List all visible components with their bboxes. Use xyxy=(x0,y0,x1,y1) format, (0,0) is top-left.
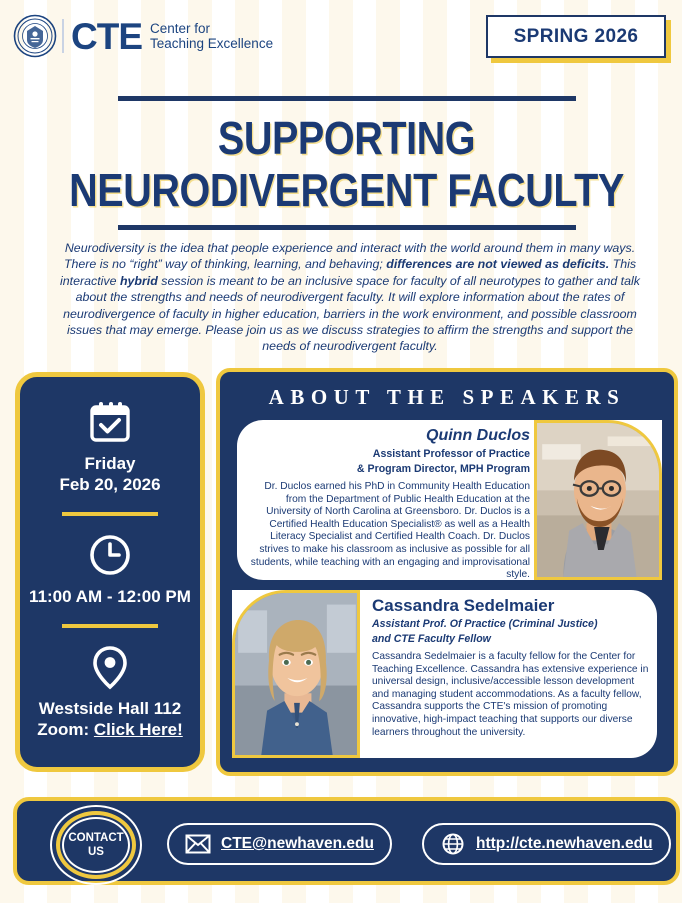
desc-part2: This interactive xyxy=(60,257,637,288)
speaker-photo-quinn-duclos xyxy=(537,423,659,577)
speaker-info xyxy=(232,420,534,580)
website-pill[interactable] xyxy=(422,823,671,865)
desc-part1: Neurodiversity is the idea that people experience and interact with the world around them in many ways. There is no “right” way of thinking, learning, and behaving; xyxy=(63,241,636,272)
speaker-bio: Dr. Duclos earned his PhD in Community Health Education from the Department of Public Health Education at the University of North Carolina at Greensboro. Dr. Duclos is a Certified Health Education Specialist® as well as a Health Literacy Specialist and Certified Health Coach. Dr. Duclos strives to make his classroom as inclusive as possible for all students, while teaching with an engaging and improvisational style. xyxy=(250,481,530,581)
event-time: 11:00 AM - 12:00 PM xyxy=(29,587,191,606)
cte-subtitle xyxy=(150,21,273,51)
email-address[interactable]: CTE@newhaven.edu xyxy=(221,835,374,852)
speaker-bio: Cassandra Sedelmaier is a faculty fellow for the Center for Teaching Excellence. Cassandra has extensive experience in universal design, inclusive/accessible lesson development and managing student accommodations. As a faculty fellow, Cassandra supports the CTE's mission of promoting innovative, high-impact teaching that supports our diverse learners throughout the university. xyxy=(372,651,649,738)
contact-footer xyxy=(13,797,680,885)
speaker-info xyxy=(360,590,662,758)
title-rule-bottom xyxy=(118,225,576,230)
event-zoom-link[interactable]: Click Here! xyxy=(93,720,183,739)
envelope-icon xyxy=(185,833,211,855)
cte-wordmark: CTE xyxy=(71,15,142,57)
term-badge xyxy=(486,15,666,58)
cte-logo xyxy=(13,14,273,58)
speaker-role-line1: Assistant Prof. Of Practice (Criminal Justice) xyxy=(372,618,598,630)
speaker-name: Cassandra Sedelmaier xyxy=(372,596,555,615)
page-title xyxy=(49,112,645,216)
contact-us-line1: CONTACT xyxy=(68,832,124,844)
title-rule-top xyxy=(118,96,576,101)
event-details-panel xyxy=(15,372,205,772)
globe-icon xyxy=(440,833,466,855)
speaker-card xyxy=(232,420,662,580)
speaker-role-line2: & Program Director, MPH Program xyxy=(356,463,530,475)
event-zoom-row xyxy=(37,719,182,740)
event-date-day: Friday xyxy=(84,454,136,473)
desc-bold1: differences are not viewed as deficits. xyxy=(386,257,610,272)
event-divider-2 xyxy=(62,624,158,628)
speaker-photo xyxy=(232,590,360,758)
event-date xyxy=(59,453,160,495)
cte-subtitle-line2: Teaching Excellence xyxy=(150,36,274,51)
speaker-role-line1: Assistant Professor of Practice xyxy=(372,448,530,460)
contact-us-line2: US xyxy=(88,846,104,858)
cte-subtitle-line1: Center for xyxy=(150,21,211,36)
speaker-name: Quinn Duclos xyxy=(426,427,530,444)
contact-us-label xyxy=(68,831,123,859)
logo-divider xyxy=(62,19,64,53)
event-location xyxy=(37,698,182,740)
speakers-heading: ABOUT THE SPEAKERS xyxy=(268,385,626,409)
university-seal-icon xyxy=(13,14,57,58)
location-pin-icon xyxy=(87,644,133,690)
website-url[interactable]: http://cte.newhaven.edu xyxy=(476,835,653,852)
email-pill[interactable] xyxy=(167,823,392,865)
event-date-full: Feb 20, 2026 xyxy=(59,475,161,494)
speaker-photo-cassandra-sedelmaier xyxy=(235,593,357,755)
speaker-card xyxy=(232,590,662,758)
session-description xyxy=(50,240,650,355)
page-title-line2: NEURODIVERGENT FACULTY xyxy=(69,164,624,216)
page-title-line1: SUPPORTING xyxy=(217,112,476,164)
event-zoom-prefix: Zoom: xyxy=(37,720,94,739)
clock-icon xyxy=(87,532,133,578)
speaker-role-line2: and CTE Faculty Fellow xyxy=(372,633,491,645)
term-badge-label: SPRING 2026 xyxy=(513,25,639,47)
speaker-photo xyxy=(534,420,662,580)
contact-us-badge xyxy=(50,805,142,885)
title-block xyxy=(0,96,693,230)
desc-bold2: hybrid xyxy=(119,273,158,288)
calendar-icon xyxy=(87,399,133,445)
event-divider-1 xyxy=(62,512,158,516)
header xyxy=(0,0,693,86)
desc-part3: session is meant to be an inclusive space for faculty of all neurotypes to gather and talk about the strengths and needs of neurodivergent faculty. It will explore information about the rates of neurodivergence of faculty in higher education, barriers in the work environment, and possible classroom issues that may emerge. Please join us as we discuss strategies to affirm the strengths and support the needs of neurodivergent faculty. xyxy=(63,273,640,354)
event-location-room: Westside Hall 112 xyxy=(38,699,182,718)
speakers-panel xyxy=(216,368,678,776)
